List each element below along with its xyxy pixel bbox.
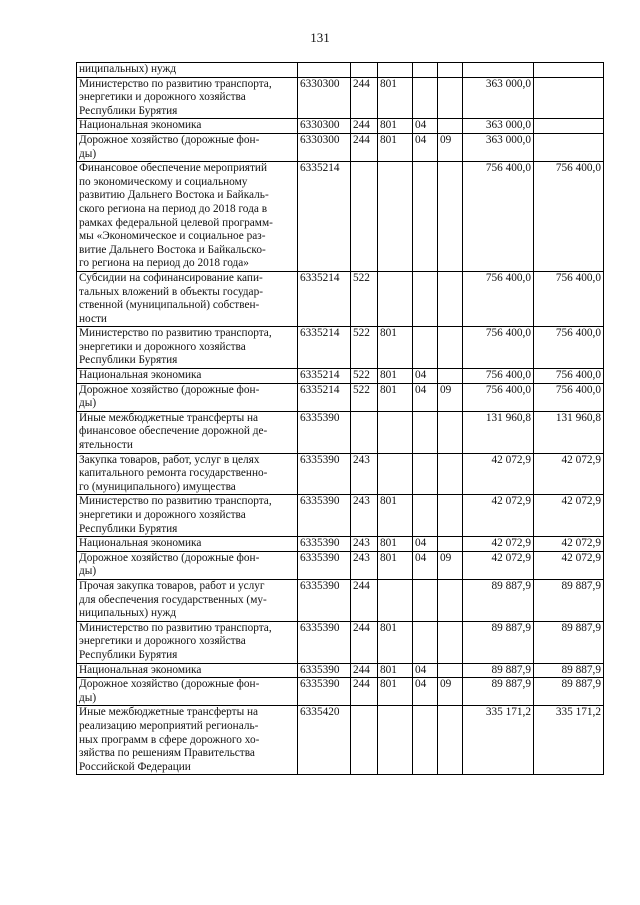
row-section — [413, 162, 438, 272]
row-amount-2: 756 400,0 — [534, 383, 604, 411]
row-section — [413, 621, 438, 663]
row-name: Национальная экономика — [77, 369, 298, 384]
row-department — [378, 411, 413, 453]
row-expense-type: 522 — [351, 383, 378, 411]
row-amount-2: 756 400,0 — [534, 369, 604, 384]
row-section: 04 — [413, 678, 438, 706]
row-section: 04 — [413, 663, 438, 678]
row-expense-type: 244 — [351, 119, 378, 134]
row-department — [378, 706, 413, 775]
row-section — [413, 63, 438, 78]
row-target-code: 6330300 — [298, 133, 351, 161]
row-target-code: 6335390 — [298, 678, 351, 706]
row-department: 801 — [378, 495, 413, 537]
row-name: Министерство по развитию транспорта, энергетики и дорожного хозяйства Республики Бурятия — [77, 495, 298, 537]
row-expense-type: 244 — [351, 678, 378, 706]
row-expense-type: 243 — [351, 551, 378, 579]
row-subsection — [438, 162, 463, 272]
row-target-code: 6335420 — [298, 706, 351, 775]
row-amount-1: 89 887,9 — [463, 663, 534, 678]
row-subsection — [438, 453, 463, 495]
row-amount-2 — [534, 77, 604, 119]
row-department: 801 — [378, 77, 413, 119]
table-row — [77, 383, 604, 411]
row-department: 801 — [378, 678, 413, 706]
table-row — [77, 77, 604, 119]
row-name: Субсидии на софинансирование капи- тальных вложений в объекты государ- ственной (муниципальной) собствен- ности — [77, 271, 298, 326]
row-subsection — [438, 327, 463, 369]
row-amount-2: 89 887,9 — [534, 678, 604, 706]
row-amount-1: 42 072,9 — [463, 551, 534, 579]
table-row — [77, 551, 604, 579]
row-amount-2: 89 887,9 — [534, 621, 604, 663]
row-subsection — [438, 621, 463, 663]
row-expense-type — [351, 411, 378, 453]
row-section: 04 — [413, 551, 438, 579]
row-name: Национальная экономика — [77, 537, 298, 552]
table-row — [77, 706, 604, 775]
row-department: 801 — [378, 327, 413, 369]
row-amount-1: 363 000,0 — [463, 119, 534, 134]
row-subsection — [438, 77, 463, 119]
row-amount-2: 756 400,0 — [534, 327, 604, 369]
row-target-code: 6335390 — [298, 621, 351, 663]
row-target-code: 6335390 — [298, 579, 351, 621]
row-amount-1: 363 000,0 — [463, 133, 534, 161]
row-name: Иные межбюджетные трансферты на реализацию мероприятий региональ- ных программ в сфере дорожного хо- зяйства по решениям Правительства Российской Федерации — [77, 706, 298, 775]
row-amount-2 — [534, 119, 604, 134]
row-amount-2: 756 400,0 — [534, 271, 604, 326]
row-section — [413, 411, 438, 453]
row-department — [378, 63, 413, 78]
row-department — [378, 271, 413, 326]
row-amount-2: 89 887,9 — [534, 663, 604, 678]
row-subsection — [438, 411, 463, 453]
row-name: Министерство по развитию транспорта, энергетики и дорожного хозяйства Республики Бурятия — [77, 327, 298, 369]
row-subsection: 09 — [438, 383, 463, 411]
row-name: Прочая закупка товаров, работ и услуг для обеспечения государственных (му- ниципальных) нужд — [77, 579, 298, 621]
budget-table-body — [77, 63, 604, 775]
row-subsection — [438, 271, 463, 326]
row-amount-2 — [534, 133, 604, 161]
row-section — [413, 327, 438, 369]
row-section: 04 — [413, 369, 438, 384]
row-expense-type: 244 — [351, 77, 378, 119]
row-subsection: 09 — [438, 133, 463, 161]
row-target-code: 6335214 — [298, 369, 351, 384]
row-name: Финансовое обеспечение мероприятий по экономическому и социальному развитию Дальнего Востока и Байкаль- ского региона на период до 2018 года в рамках федеральной целевой программ- мы «Экономическое и социальное раз- витие Дальнего Востока и Байкальско- го региона на период до 2018 года» — [77, 162, 298, 272]
row-amount-2: 335 171,2 — [534, 706, 604, 775]
table-row — [77, 119, 604, 134]
row-department — [378, 162, 413, 272]
row-subsection — [438, 579, 463, 621]
row-amount-1: 756 400,0 — [463, 369, 534, 384]
row-section — [413, 453, 438, 495]
row-expense-type — [351, 63, 378, 78]
row-expense-type: 522 — [351, 327, 378, 369]
row-subsection — [438, 119, 463, 134]
table-row — [77, 663, 604, 678]
row-section: 04 — [413, 383, 438, 411]
row-name: Дорожное хозяйство (дорожные фон- ды) — [77, 383, 298, 411]
table-row — [77, 621, 604, 663]
row-section — [413, 579, 438, 621]
row-amount-1 — [463, 63, 534, 78]
row-target-code: 6330300 — [298, 119, 351, 134]
row-subsection: 09 — [438, 678, 463, 706]
table-row — [77, 162, 604, 272]
row-section — [413, 495, 438, 537]
table-row — [77, 453, 604, 495]
table-row — [77, 271, 604, 326]
row-department: 801 — [378, 133, 413, 161]
row-section — [413, 77, 438, 119]
row-target-code: 6330300 — [298, 77, 351, 119]
row-target-code: 6335390 — [298, 551, 351, 579]
row-target-code: 6335214 — [298, 383, 351, 411]
row-department — [378, 579, 413, 621]
table-row — [77, 411, 604, 453]
row-name: Министерство по развитию транспорта, энергетики и дорожного хозяйства Республики Бурятия — [77, 77, 298, 119]
row-expense-type: 244 — [351, 133, 378, 161]
row-amount-1: 335 171,2 — [463, 706, 534, 775]
row-target-code: 6335390 — [298, 453, 351, 495]
row-amount-1: 42 072,9 — [463, 537, 534, 552]
row-amount-1: 89 887,9 — [463, 621, 534, 663]
row-section — [413, 271, 438, 326]
row-target-code — [298, 63, 351, 78]
row-subsection: 09 — [438, 551, 463, 579]
table-row — [77, 327, 604, 369]
row-amount-1: 363 000,0 — [463, 77, 534, 119]
table-row — [77, 133, 604, 161]
row-amount-2: 42 072,9 — [534, 537, 604, 552]
row-name: Иные межбюджетные трансферты на финансовое обеспечение дорожной де- ятельности — [77, 411, 298, 453]
table-row — [77, 369, 604, 384]
row-target-code: 6335390 — [298, 663, 351, 678]
row-department — [378, 453, 413, 495]
row-amount-2: 131 960,8 — [534, 411, 604, 453]
row-department: 801 — [378, 119, 413, 134]
row-department: 801 — [378, 369, 413, 384]
row-amount-2: 42 072,9 — [534, 495, 604, 537]
row-expense-type: 522 — [351, 271, 378, 326]
row-target-code: 6335390 — [298, 537, 351, 552]
budget-table — [76, 62, 604, 775]
table-row — [77, 537, 604, 552]
row-amount-1: 131 960,8 — [463, 411, 534, 453]
row-expense-type: 244 — [351, 621, 378, 663]
row-amount-2: 42 072,9 — [534, 453, 604, 495]
row-amount-2: 89 887,9 — [534, 579, 604, 621]
row-name: Национальная экономика — [77, 119, 298, 134]
row-amount-2: 756 400,0 — [534, 162, 604, 272]
row-target-code: 6335214 — [298, 327, 351, 369]
row-amount-1: 89 887,9 — [463, 579, 534, 621]
page-number: 131 — [310, 30, 330, 45]
row-name: Закупка товаров, работ, услуг в целях капитального ремонта государственно- го (муниципального) имущества — [77, 453, 298, 495]
row-department: 801 — [378, 663, 413, 678]
row-amount-2 — [534, 63, 604, 78]
row-department: 801 — [378, 383, 413, 411]
row-subsection — [438, 63, 463, 78]
row-subsection — [438, 369, 463, 384]
row-amount-2: 42 072,9 — [534, 551, 604, 579]
row-amount-1: 756 400,0 — [463, 327, 534, 369]
row-section: 04 — [413, 119, 438, 134]
row-target-code: 6335390 — [298, 495, 351, 537]
row-amount-1: 756 400,0 — [463, 383, 534, 411]
row-subsection — [438, 706, 463, 775]
row-amount-1: 42 072,9 — [463, 495, 534, 537]
row-target-code: 6335390 — [298, 411, 351, 453]
row-name: Дорожное хозяйство (дорожные фон- ды) — [77, 678, 298, 706]
row-expense-type: 243 — [351, 495, 378, 537]
row-subsection — [438, 537, 463, 552]
row-amount-1: 42 072,9 — [463, 453, 534, 495]
table-row — [77, 678, 604, 706]
row-name: Дорожное хозяйство (дорожные фон- ды) — [77, 133, 298, 161]
row-section: 04 — [413, 133, 438, 161]
row-expense-type: 244 — [351, 663, 378, 678]
row-department: 801 — [378, 551, 413, 579]
row-expense-type — [351, 706, 378, 775]
row-section — [413, 706, 438, 775]
table-row — [77, 495, 604, 537]
row-expense-type: 243 — [351, 537, 378, 552]
row-expense-type: 244 — [351, 579, 378, 621]
row-target-code: 6335214 — [298, 162, 351, 272]
row-subsection — [438, 495, 463, 537]
table-row — [77, 63, 604, 78]
row-amount-1: 756 400,0 — [463, 162, 534, 272]
row-expense-type — [351, 162, 378, 272]
row-name: Дорожное хозяйство (дорожные фон- ды) — [77, 551, 298, 579]
table-row — [77, 579, 604, 621]
row-target-code: 6335214 — [298, 271, 351, 326]
row-section: 04 — [413, 537, 438, 552]
row-expense-type: 522 — [351, 369, 378, 384]
row-expense-type: 243 — [351, 453, 378, 495]
row-amount-1: 89 887,9 — [463, 678, 534, 706]
row-department: 801 — [378, 537, 413, 552]
row-amount-1: 756 400,0 — [463, 271, 534, 326]
row-name: Министерство по развитию транспорта, энергетики и дорожного хозяйства Республики Бурятия — [77, 621, 298, 663]
row-name: Национальная экономика — [77, 663, 298, 678]
row-subsection — [438, 663, 463, 678]
row-department: 801 — [378, 621, 413, 663]
row-name: ниципальных) нужд — [77, 63, 298, 78]
